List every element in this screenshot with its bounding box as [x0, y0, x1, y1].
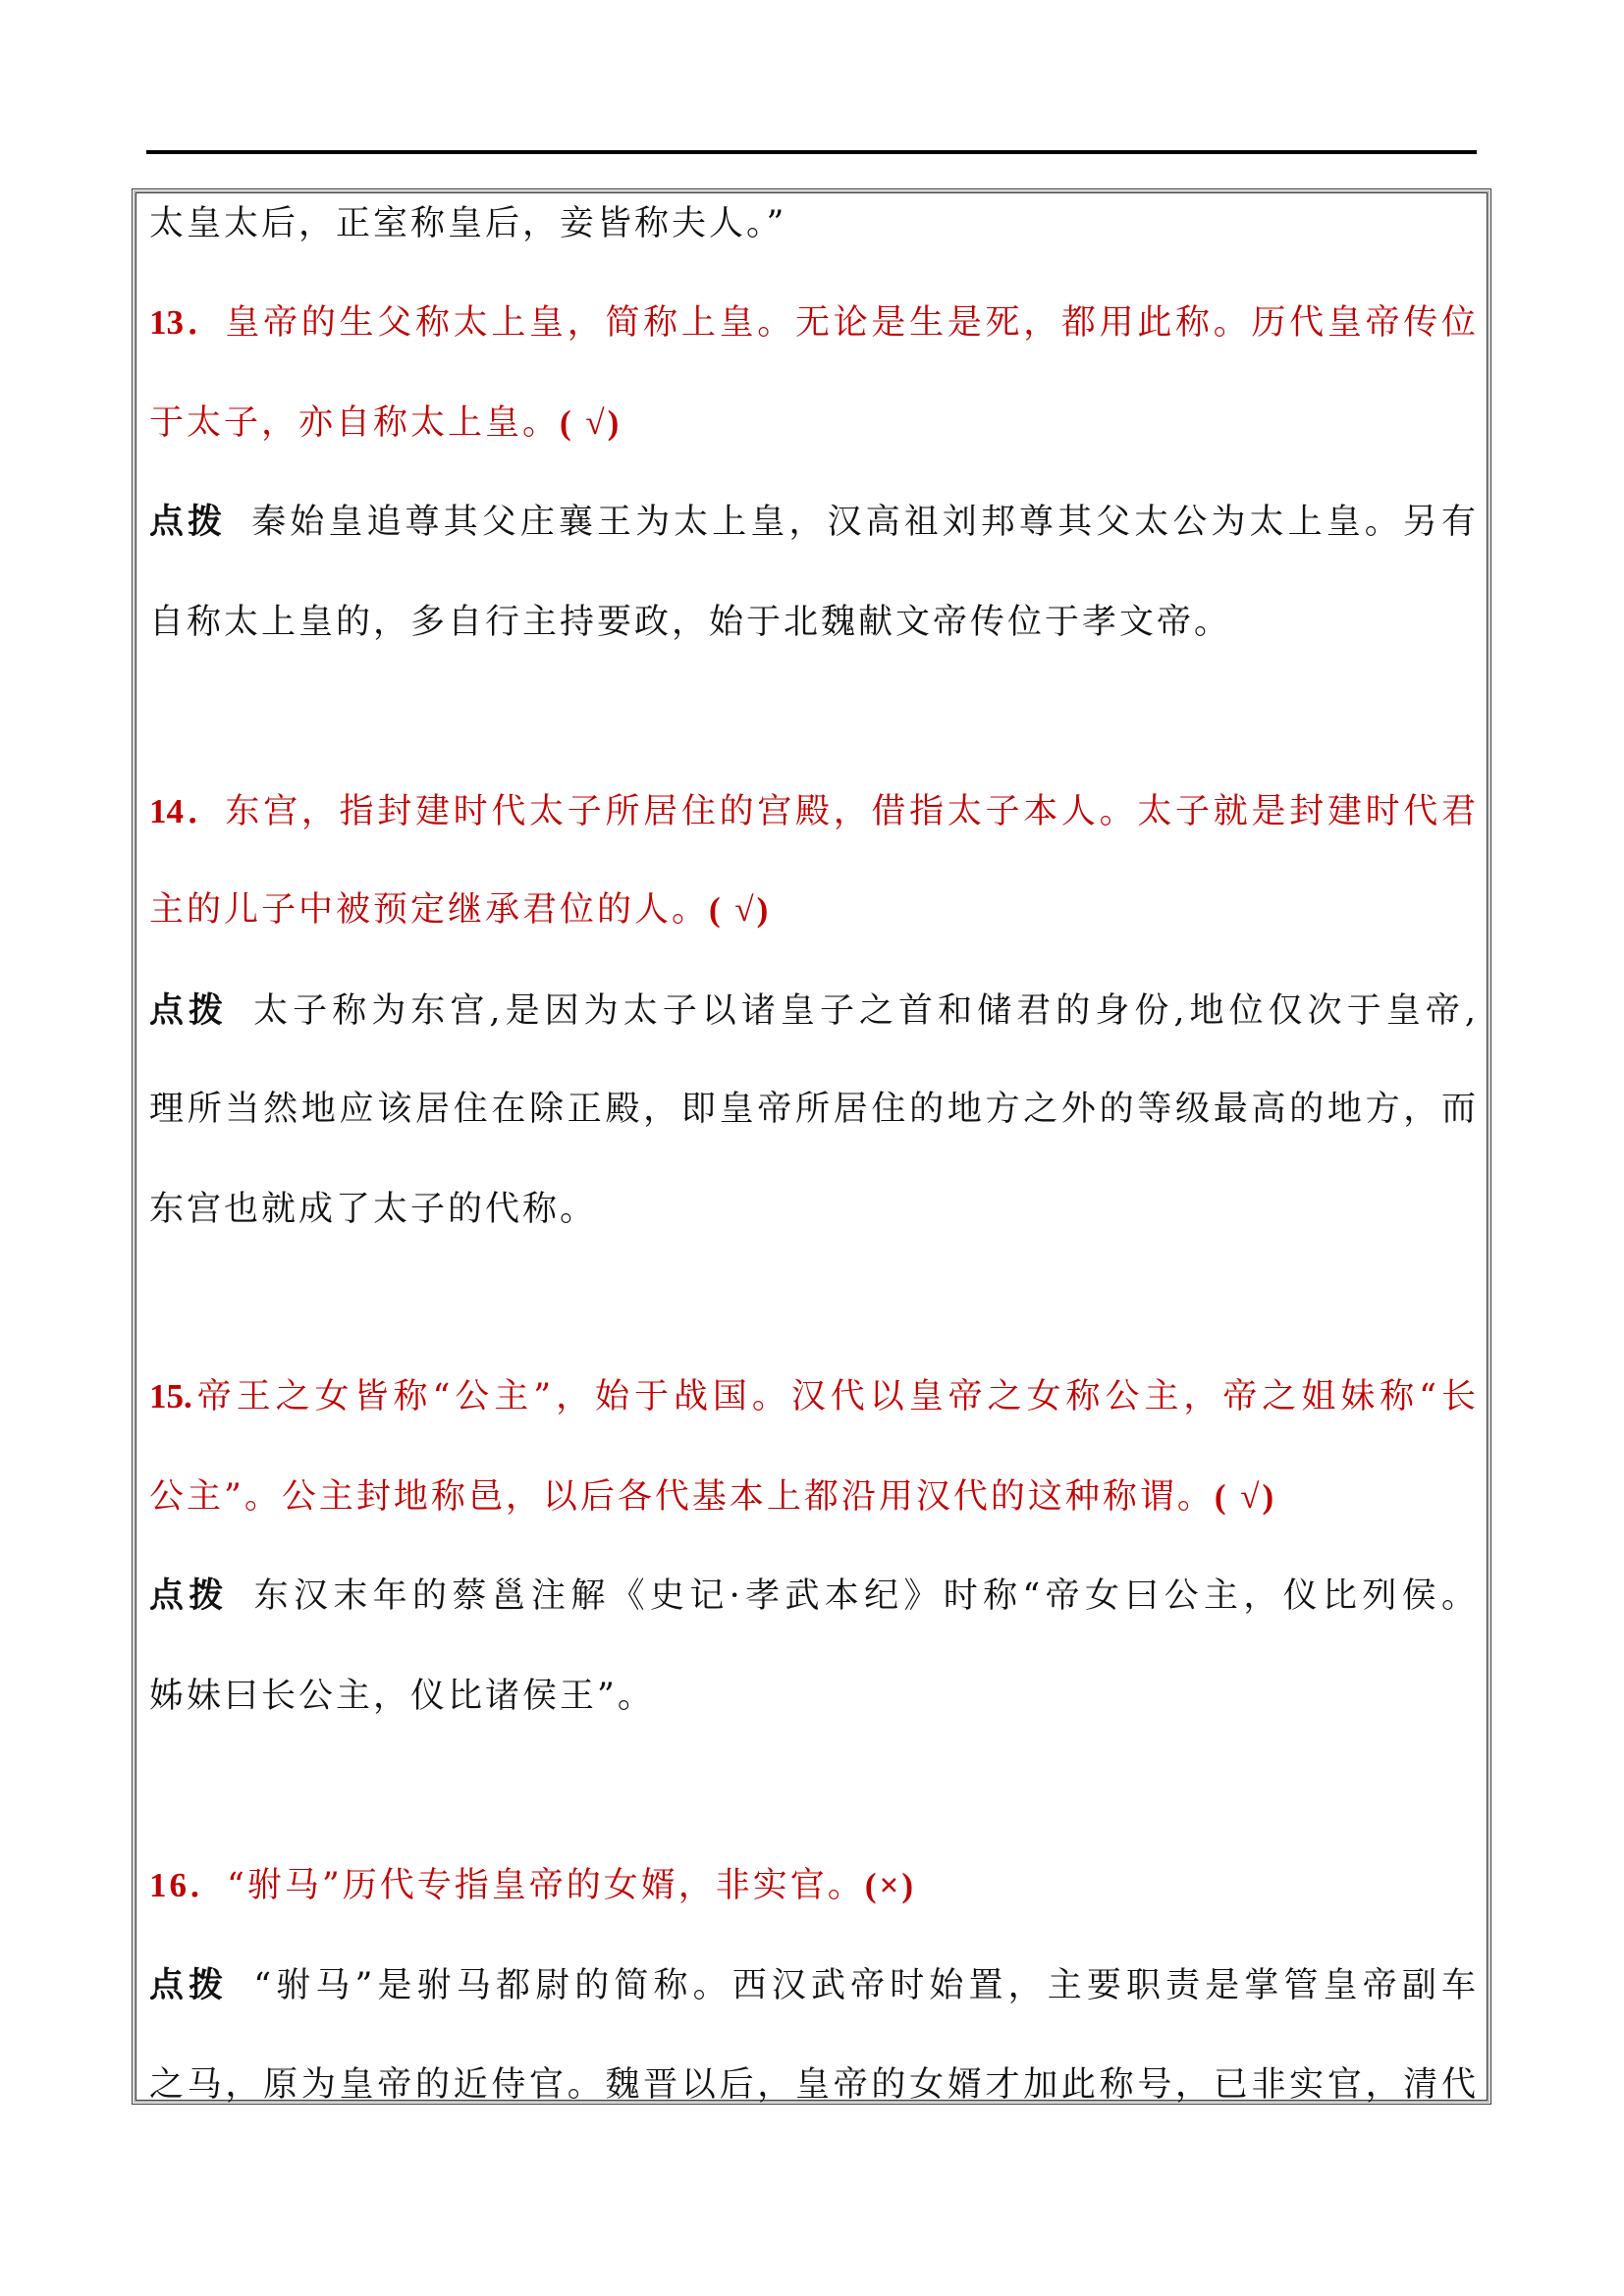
continuation-text: 太皇太后，正室称皇后，妾皆称夫人。”	[149, 204, 787, 243]
item-16-hint-line-1	[149, 1961, 1476, 2010]
content-box	[132, 188, 1491, 2105]
item-15-hint-line-2	[149, 1672, 1476, 1721]
hint-text: 东宫也就成了太子的代称。	[149, 1190, 598, 1229]
statement-text: “驸马”历代专指皇帝的女婿，非实官。	[227, 1866, 865, 1905]
statement-text: 东宫，指封建时代太子所居住的宫殿，借指太子本人。太子就是封建时代君	[225, 792, 1476, 831]
item-number: 14．	[149, 792, 226, 830]
hint-label: 点拨	[149, 1576, 229, 1616]
hint-text: 之马，原为皇帝的近侍官。魏晋以后，皇帝的女婿才加此称号，已非实官，清代	[149, 2065, 1476, 2105]
verdict-cross-icon: (×)	[864, 1866, 917, 1904]
item-13-hint-line-2	[149, 598, 1476, 647]
item-15-statement-line-1	[149, 1372, 1476, 1421]
statement-text: 帝王之女皆称“公主”，始于战国。汉代以皇帝之女称公主，帝之姐妹称“长	[191, 1377, 1476, 1416]
hint-text: 东汉末年的蔡邕注解《史记·孝武本纪》时称“帝女曰公主，仪比列侯。	[253, 1576, 1476, 1616]
hint-text: 秦始皇追尊其父庄襄王为太上皇，汉高祖刘邦尊其父太公为太上皇。另有	[251, 503, 1476, 542]
item-15-statement-line-2	[149, 1472, 1476, 1522]
hint-text: 自称太上皇的，多自行主持要政，始于北魏献文帝传位于孝文帝。	[149, 603, 1232, 642]
verdict-check-icon: ( √)	[709, 890, 772, 929]
hint-text: “驸马”是驸马都尉的简称。西汉武帝时始置，主要职责是掌管皇帝副车	[253, 1966, 1476, 2005]
header-rule	[146, 150, 1477, 154]
verdict-check-icon: ( √)	[560, 403, 623, 442]
item-13-statement-line-2	[149, 399, 1476, 448]
hint-label: 点拨	[149, 503, 227, 542]
statement-text: 于太子，亦自称太上皇。	[149, 403, 561, 443]
hint-text: 姊妹曰长公主，仪比诸侯王”。	[149, 1677, 655, 1716]
statement-text: 公主”。公主封地称邑，以后各代基本上都沿用汉代的这种称谓。	[149, 1477, 1215, 1517]
item-number: 16．	[149, 1866, 228, 1904]
item-14-statement-line-2	[149, 885, 1476, 934]
continuation-line	[149, 199, 1476, 248]
item-14-statement-line-1	[149, 787, 1476, 836]
item-13-statement-line-1	[149, 298, 1476, 347]
item-15-hint-line-1	[149, 1572, 1476, 1621]
item-16-statement-line-1	[149, 1861, 1476, 1910]
hint-text: 太子称为东宫,是因为太子以诸皇子之首和储君的身份,地位仅次于皇帝,	[253, 991, 1476, 1031]
item-14-hint-line-2	[149, 1085, 1476, 1134]
item-13-hint-line-1	[149, 498, 1476, 547]
item-14-hint-line-3	[149, 1185, 1476, 1234]
item-16-hint-line-2	[149, 2060, 1476, 2109]
hint-label: 点拨	[149, 1966, 229, 2005]
statement-text: 主的儿子中被预定继承君位的人。	[149, 890, 710, 930]
item-number: 15.	[149, 1377, 192, 1415]
hint-label: 点拨	[149, 991, 229, 1031]
verdict-check-icon: ( √)	[1214, 1477, 1277, 1516]
item-14-hint-line-1	[149, 987, 1476, 1036]
statement-text: 皇帝的生父称太上皇，简称上皇。无论是生是死，都用此称。历代皇帝传位	[225, 303, 1476, 343]
item-number: 13．	[149, 303, 226, 342]
hint-text: 理所当然地应该居住在除正殿，即皇帝所居住的地方之外的等级最高的地方，而	[149, 1090, 1476, 1129]
box-border-inner	[135, 192, 1488, 2101]
